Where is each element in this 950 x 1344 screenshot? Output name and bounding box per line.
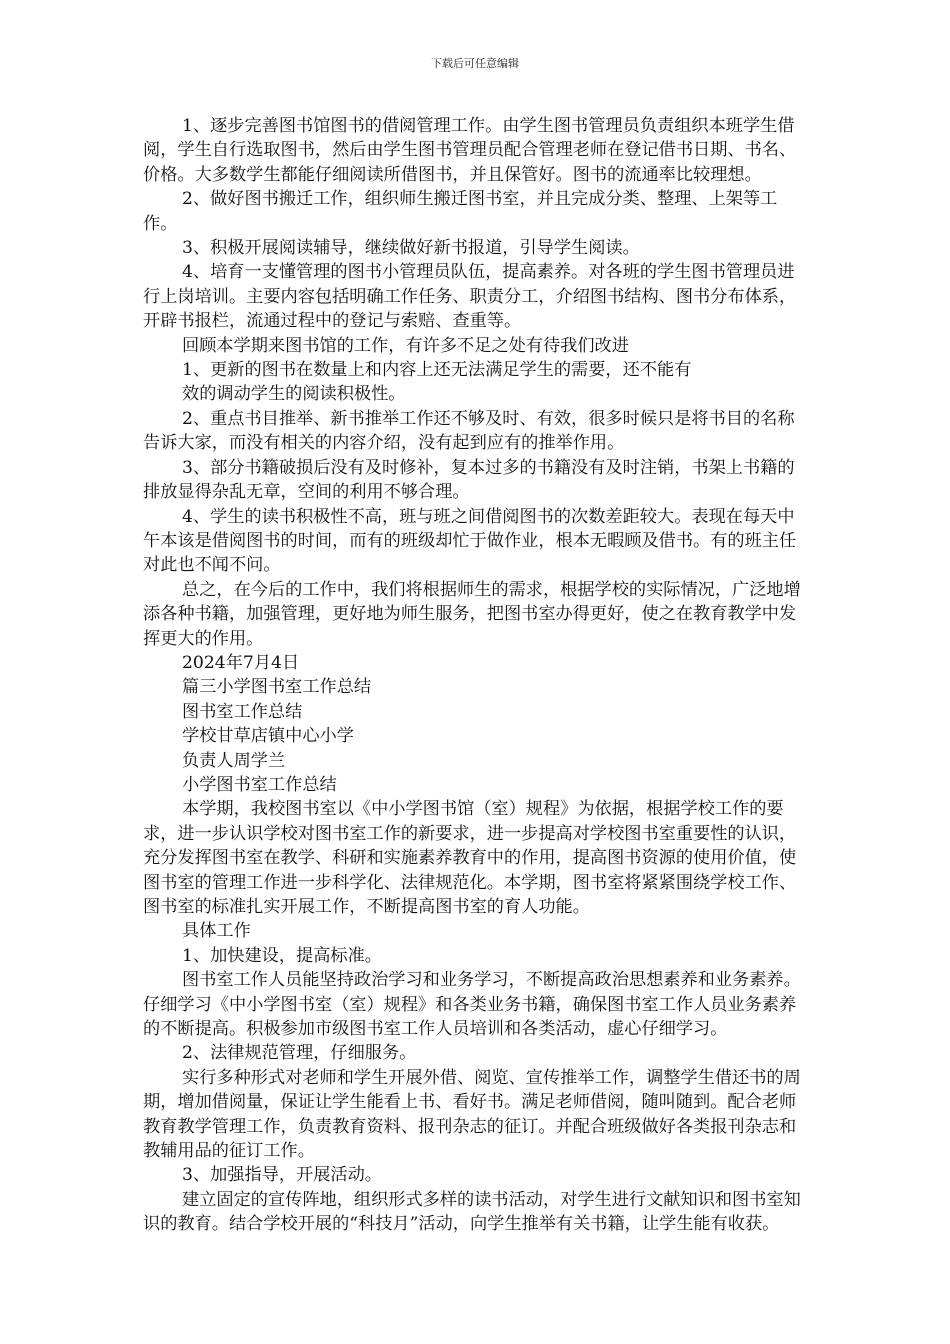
subheading: 1、加快建设，提高标准。: [182, 945, 382, 966]
responsible-person-line: 负责人周学兰: [182, 750, 286, 771]
paragraph: 建立固定的宣传阵地，组织形式多样的读书活动，对学生进行文献知识和图书室知识的教育。结合学校开展的“科技月”活动，向学生推举有关书籍，让学生能有收获。: [143, 1189, 801, 1235]
subheading: 2、法律规范管理，仔细服务。: [182, 1043, 417, 1064]
paragraph: 2、重点书目推举、新书推举工作还不够及时、有效，很多时候只是将书目的名称告诉大家，而没有相关的内容介绍，没有起到应有的推举作用。: [143, 408, 795, 454]
paragraph: 4、学生的读书积极性不高，班与班之间借阅图书的次数差距较大。表现在每天中午本该是借阅图书的时间，而有的班级却忙于做作业，根本无暇顾及借书。有的班主任对此也不闻不问。: [143, 506, 797, 576]
document-body: [143, 114, 807, 1237]
subtitle: 小学图书室工作总结: [182, 774, 337, 795]
paragraph: 回顾本学期来图书馆的工作，有许多不足之处有待我们改进: [182, 335, 629, 356]
paragraph: 总之，在今后的工作中，我们将根据师生的需求，根据学校的实际情况，广泛地增添各种书籍，加强管理，更好地为师生服务，把图书室办得更好，使之在教育教学中发挥更大的作用。: [143, 579, 801, 649]
section-heading: 具体工作: [182, 921, 251, 942]
paragraph: 本学期，我校图书室以《中小学图书馆（室）规程》为依据，根据学校工作的要求，进一步认识学校对图书室工作的新要求，进一步提高对学校图书室重要性的认识，充分发挥图书室在教学、科研和实施素养教育中的作用，提高图书资源的使用价值，使图书室的管理工作进一步科学化、法律规范化。本学期，图书室将紧紧围绕学校工作、图书室的标准扎实开展工作，不断提高图书室的育人功能。: [143, 799, 797, 917]
paragraph: 1、更新的图书在数量上和内容上还无法满足学生的需要，还不能有: [182, 360, 692, 381]
paragraph: 1、逐步完善图书馆图书的借阅管理工作。由学生图书管理员负责组织本班学生借阅，学生自行选取图书，然后由学生图书管理员配合管理老师在登记借书日期、书名、价格。大多数学生都能仔细阅读所借图书，并且保管好。图书的流通率比较理想。: [143, 116, 797, 185]
subheading: 3、加强指导，开展活动。: [182, 1165, 382, 1186]
page-header: 下载后可任意编辑: [431, 57, 519, 70]
paragraph: 3、积极开展阅读辅导，继续做好新书报道，引导学生阅读。: [182, 238, 640, 259]
paragraph: 4、培育一支懂管理的图书小管理员队伍，提高素养。对各班的学生图书管理员进行上岗培训。主要内容包括明确工作任务、职责分工，介绍图书结构、图书分布体系，开辟书报栏，流通过程中的登记与索赔、查重等。: [143, 262, 797, 332]
paragraph: 效的调动学生的阅读积极性。: [182, 384, 406, 405]
date-line: 2024年7月4日: [182, 652, 300, 673]
school-line: 学校甘草店镇中心小学: [182, 726, 354, 747]
paragraph: 3、部分书籍破损后没有及时修补，复本过多的书籍没有及时注销，书架上书籍的排放显得杂乱无章，空间的利用不够合理。: [143, 457, 795, 503]
paragraph: 图书室工作人员能坚持政治学习和业务学习，不断提高政治思想素养和业务素养。仔细学习《中小学图书室（室）规程》和各类业务书籍，确保图书室工作人员业务素养的不断提高。积极参加市级图书室工作人员培训和各类活动，虚心仔细学习。: [143, 970, 801, 1040]
paragraph: 2、做好图书搬迁工作，组织师生搬迁图书室，并且完成分类、整理、上架等工作。: [143, 189, 778, 234]
paragraph: 实行多种形式对老师和学生开展外借、阅览、宣传推举工作，调整学生借还书的周期，增加借阅量，保证让学生能看上书、看好书。满足老师借阅，随叫随到。配合老师教育教学管理工作，负责教育资料、报刊杂志的征订。并配合班级做好各类报刊杂志和教辅用品的征订工作。: [143, 1067, 801, 1162]
document-title: 图书室工作总结: [182, 701, 303, 722]
section-title: 篇三小学图书室工作总结: [182, 677, 372, 698]
